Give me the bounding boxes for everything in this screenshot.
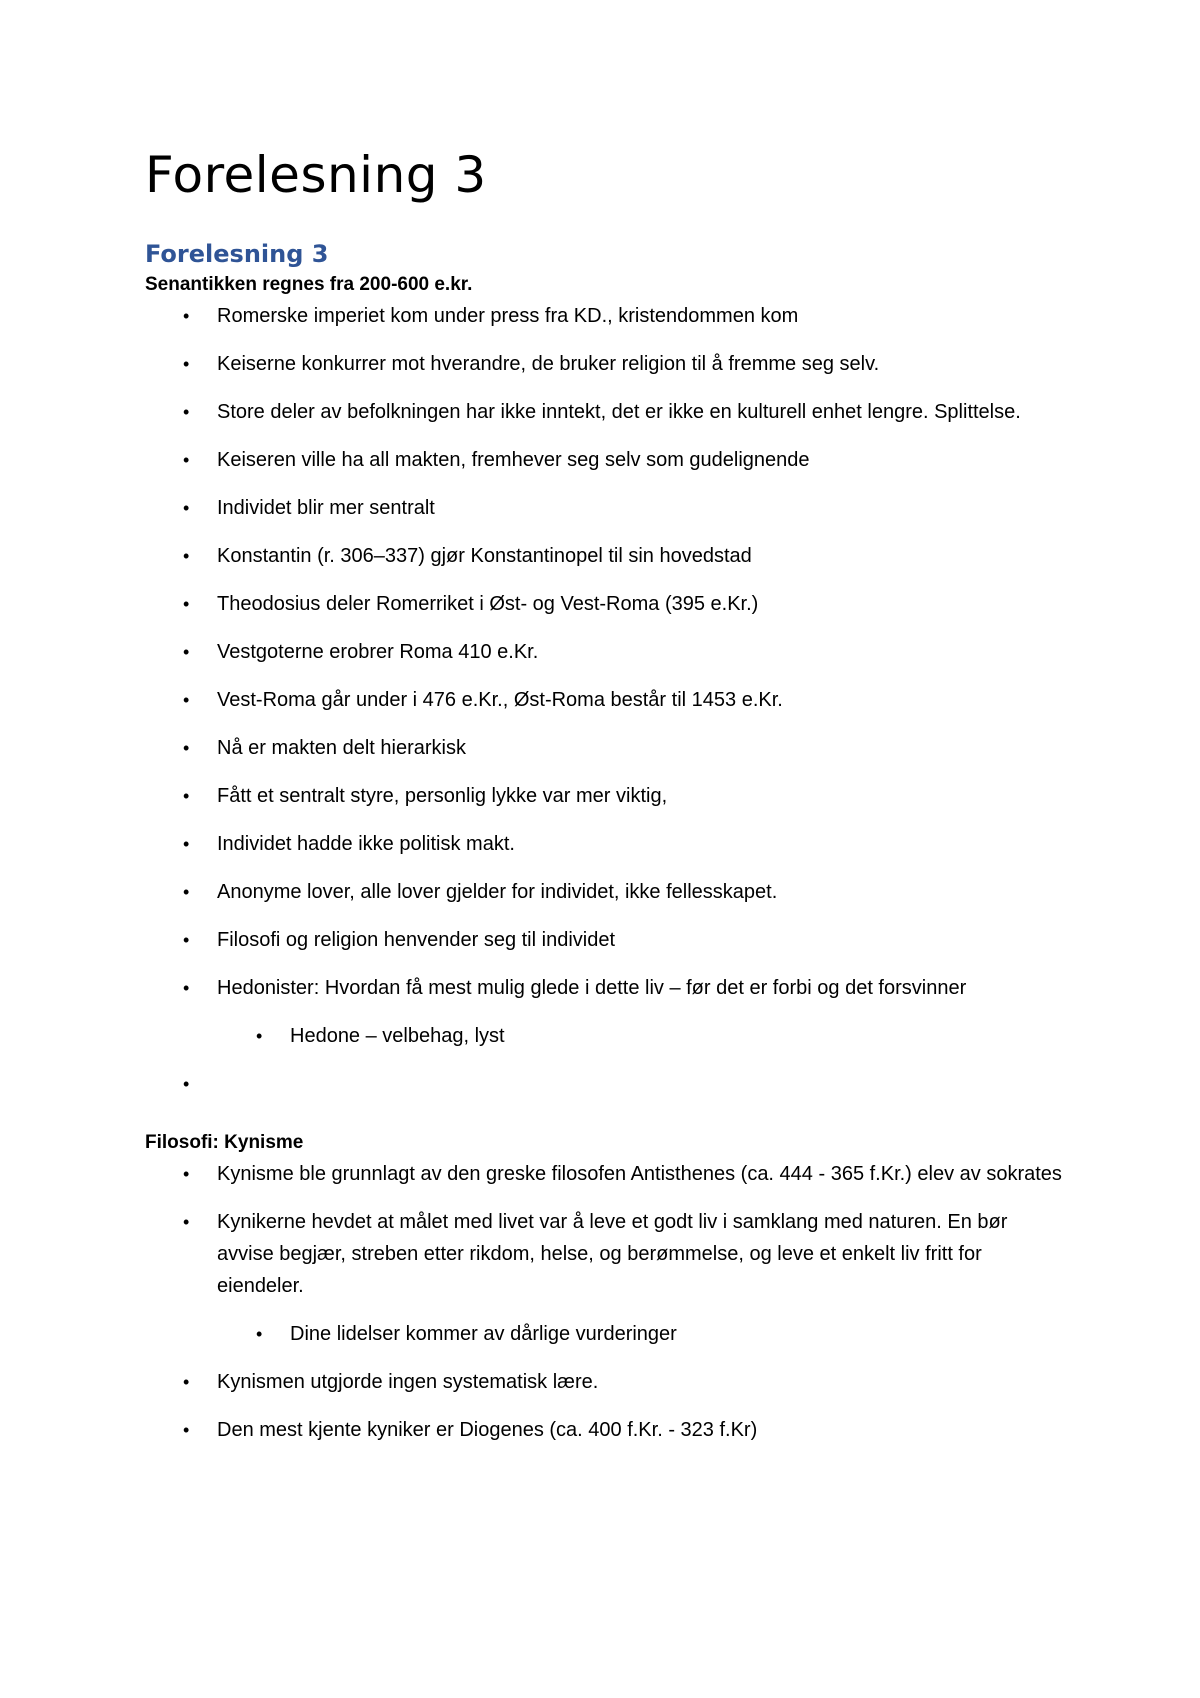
bullet-icon: •: [183, 594, 190, 614]
list-item-text: Konstantin (r. 306–337) gjør Konstantinopel til sin hovedstad: [217, 545, 752, 567]
bullet-icon: •: [183, 738, 190, 758]
bullet-icon: •: [183, 354, 190, 374]
list-item-text: Store deler av befolkningen har ikke inntekt, det er ikke en kulturell enhet lengre. Splittelse.: [217, 401, 1021, 423]
list-item-text: Hedonister: Hvordan få mest mulig glede i dette liv – før det er forbi og det forsvinner: [217, 977, 967, 999]
section-heading: Forelesning 3: [145, 240, 329, 268]
list-item-text: Individet blir mer sentralt: [217, 497, 435, 519]
list-item: [145, 396, 1065, 428]
list-item-text: Filosofi og religion henvender seg til individet: [217, 929, 616, 951]
document-content: [145, 140, 1065, 1462]
list-item: [145, 684, 1065, 716]
list-item: [145, 876, 1065, 908]
list-item: [145, 348, 1065, 380]
list-item: [145, 1318, 1065, 1350]
bullet-icon: •: [183, 834, 190, 854]
list-item-text: Kynikerne hevdet at målet med livet var å leve et godt liv i samklang med naturen. En bør avvise begjær, streben etter rikdom, helse, og berømmelse, og leve et enkelt liv fritt for eiendeler.: [217, 1211, 1008, 1297]
list-item-text: Kynisme ble grunnlagt av den greske filosofen Antisthenes (ca. 444 - 365 f.Kr.) elev av sokrates: [217, 1163, 1062, 1185]
bullet-icon: •: [183, 1212, 190, 1232]
list-item-text: Individet hadde ikke politisk makt.: [217, 833, 515, 855]
bullet-icon: •: [183, 450, 190, 470]
bullet-icon: •: [183, 402, 190, 422]
list-item-text: Theodosius deler Romerriket i Øst- og Vest-Roma (395 e.Kr.): [217, 593, 759, 615]
list-item: [145, 924, 1065, 956]
bullet-icon: •: [183, 786, 190, 806]
bullet-icon: •: [183, 1074, 190, 1094]
bullet-icon: •: [183, 1420, 190, 1440]
list-item: [145, 1414, 1065, 1446]
bullet-icon: •: [183, 930, 190, 950]
bullet-list-senantikken: [145, 300, 1065, 1100]
bullet-icon: •: [256, 1026, 263, 1046]
list-item: [145, 300, 1065, 332]
bullet-icon: •: [183, 978, 190, 998]
bullet-icon: •: [183, 690, 190, 710]
list-item: [145, 1366, 1065, 1398]
document-title: Forelesning 3: [145, 146, 487, 204]
list-item-text: Dine lidelser kommer av dårlige vurderinger: [290, 1323, 677, 1345]
list-item: [145, 780, 1065, 812]
bullet-icon: •: [183, 1164, 190, 1184]
list-item-text: Kynismen utgjorde ingen systematisk lære.: [217, 1371, 599, 1393]
list-item: [145, 636, 1065, 668]
list-item: [145, 588, 1065, 620]
list-item: [145, 492, 1065, 524]
list-item: [145, 1020, 1065, 1052]
bullet-list-kynisme: [145, 1158, 1065, 1446]
bullet-icon: •: [183, 642, 190, 662]
list-item: [145, 444, 1065, 476]
list-item: [145, 1068, 1065, 1100]
intro-line: Senantikken regnes fra 200-600 e.kr.: [145, 274, 473, 295]
list-item: [145, 732, 1065, 764]
list-item-text: Keiserne konkurrer mot hverandre, de bruker religion til å fremme seg selv.: [217, 353, 880, 375]
bullet-icon: •: [183, 498, 190, 518]
list-item: [145, 540, 1065, 572]
list-item-text: Hedone – velbehag, lyst: [290, 1025, 505, 1047]
bullet-icon: •: [183, 306, 190, 326]
list-item: [145, 1158, 1065, 1190]
list-item: [145, 972, 1065, 1004]
bullet-icon: •: [183, 546, 190, 566]
list-item-text: Vest-Roma går under i 476 e.Kr., Øst-Roma består til 1453 e.Kr.: [217, 689, 783, 711]
list-item-text: Romerske imperiet kom under press fra KD., kristendommen kom: [217, 305, 799, 327]
list-item-text: Den mest kjente kyniker er Diogenes (ca. 400 f.Kr. - 323 f.Kr): [217, 1419, 758, 1441]
bullet-icon: •: [256, 1324, 263, 1344]
list-item-text: Nå er makten delt hierarkisk: [217, 737, 466, 759]
list-item-text: Vestgoterne erobrer Roma 410 e.Kr.: [217, 641, 539, 663]
list-item: [145, 1206, 1065, 1302]
list-item-text: Keiseren ville ha all makten, fremhever seg selv som gudelignende: [217, 449, 810, 471]
list-item-text: Anonyme lover, alle lover gjelder for individet, ikke fellesskapet.: [217, 881, 778, 903]
list-item: [145, 828, 1065, 860]
list-item-text: Fått et sentralt styre, personlig lykke var mer viktig,: [217, 785, 668, 807]
bullet-icon: •: [183, 1372, 190, 1392]
bullet-icon: •: [183, 882, 190, 902]
section-heading-kynisme: Filosofi: Kynisme: [145, 1132, 304, 1153]
